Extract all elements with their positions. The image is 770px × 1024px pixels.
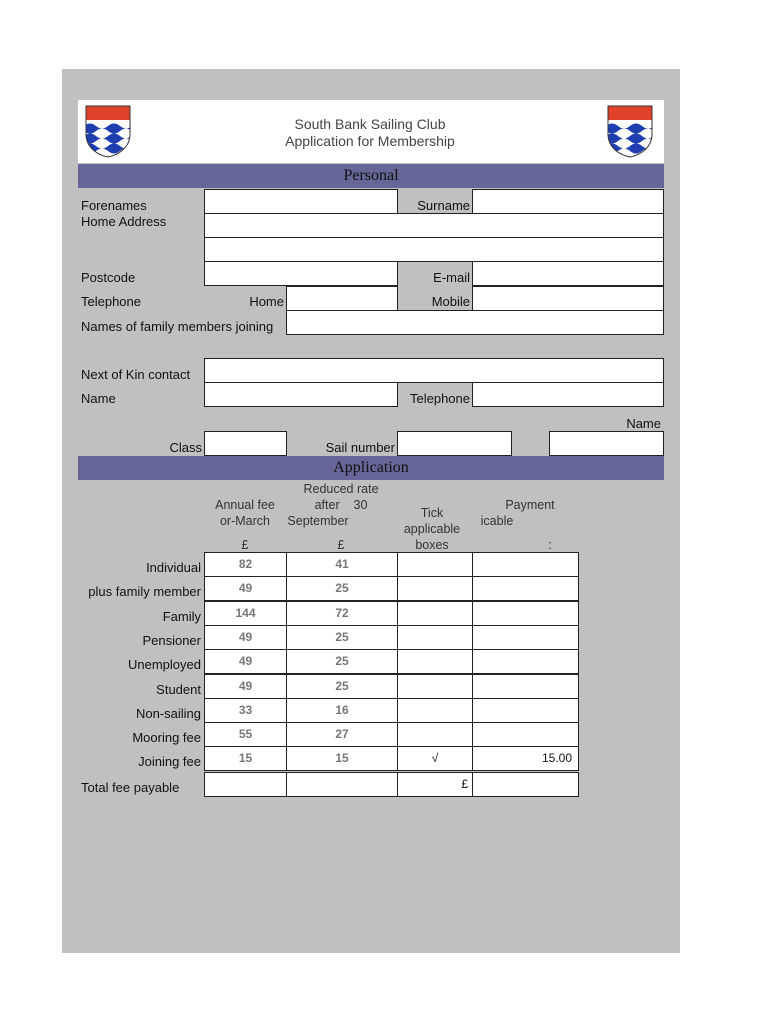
- tick-header-2: applicable: [403, 522, 461, 536]
- section-personal: Personal: [78, 164, 664, 188]
- total-reduced-cell: [286, 772, 398, 797]
- home-phone-field[interactable]: [286, 286, 398, 311]
- payment-cell[interactable]: [472, 698, 579, 723]
- forenames-field[interactable]: [204, 189, 398, 214]
- payment-cell[interactable]: [472, 674, 579, 699]
- fee-row-label: Student: [156, 682, 201, 697]
- reduced-fee-cell: 41: [286, 552, 398, 577]
- payment-cell[interactable]: [472, 722, 579, 747]
- payment-cell[interactable]: [472, 576, 579, 601]
- kin-name-label: Name: [81, 391, 116, 406]
- tick-box[interactable]: √: [397, 746, 473, 771]
- form-title: Application for Membership: [285, 133, 455, 149]
- reduced-fee-cell: 25: [286, 649, 398, 674]
- tick-box[interactable]: [397, 698, 473, 723]
- reduced-fee-cell: 15: [286, 746, 398, 771]
- fee-row-label: Pensioner: [142, 633, 201, 648]
- telephone-label: Telephone: [81, 294, 141, 309]
- annual-fee-cell: 49: [204, 649, 287, 674]
- fee-row-label: Unemployed: [128, 657, 201, 672]
- surname-label: Surname: [417, 198, 470, 213]
- reduced-rate-header-1: Reduced rate: [303, 482, 379, 496]
- next-of-kin-field[interactable]: [204, 358, 664, 383]
- surname-field[interactable]: [472, 189, 664, 214]
- boat-name-label: Name: [626, 416, 661, 431]
- payment-cell[interactable]: [472, 649, 579, 674]
- section-application: Application: [78, 456, 664, 480]
- fee-row-label: Individual: [146, 560, 201, 575]
- total-annual-cell: [204, 772, 287, 797]
- fee-row-label: plus family member: [88, 584, 201, 599]
- annual-fee-cell: 144: [204, 601, 287, 626]
- annual-fee-cell: 55: [204, 722, 287, 747]
- annual-fee-cell: 82: [204, 552, 287, 577]
- kin-name-field[interactable]: [204, 382, 398, 407]
- address-line-1[interactable]: [204, 213, 664, 238]
- tick-header-3: boxes: [415, 538, 449, 552]
- family-members-label: Names of family members joining: [81, 319, 274, 334]
- next-of-kin-label: Next of Kin contact: [81, 367, 191, 382]
- reduced-currency: £: [337, 538, 345, 552]
- total-fee-label: Total fee payable: [81, 780, 180, 795]
- payment-header-2: icable: [480, 514, 514, 528]
- reduced-fee-cell: 72: [286, 601, 398, 626]
- tick-box[interactable]: [397, 552, 473, 577]
- tick-header-1: Tick: [420, 506, 444, 520]
- payment-header-1: Payment: [505, 498, 555, 512]
- tick-box[interactable]: [397, 625, 473, 650]
- fee-row-label: Mooring fee: [132, 730, 201, 745]
- payment-cell[interactable]: [472, 625, 579, 650]
- annual-fee-cell: 49: [204, 576, 287, 601]
- address-line-2[interactable]: [204, 237, 664, 262]
- email-field[interactable]: [472, 261, 664, 286]
- kin-telephone-field[interactable]: [472, 382, 664, 407]
- payment-cell[interactable]: 15.00: [472, 746, 579, 771]
- sail-number-field[interactable]: [397, 431, 512, 456]
- tick-box[interactable]: [397, 649, 473, 674]
- tick-box[interactable]: [397, 674, 473, 699]
- payment-cell[interactable]: [472, 601, 579, 626]
- fee-row-label: Non-sailing: [135, 706, 201, 721]
- reduced-fee-cell: 27: [286, 722, 398, 747]
- reduced-fee-cell: 25: [286, 674, 398, 699]
- club-crest-right: [606, 104, 654, 158]
- club-name: South Bank Sailing Club: [294, 116, 446, 132]
- reduced-fee-cell: 16: [286, 698, 398, 723]
- fee-row-label: Family: [162, 609, 201, 624]
- annual-fee-cell: 15: [204, 746, 287, 771]
- reduced-fee-cell: 25: [286, 576, 398, 601]
- annual-fee-cell: 33: [204, 698, 287, 723]
- email-label: E-mail: [433, 270, 470, 285]
- reduced-fee-cell: 25: [286, 625, 398, 650]
- annual-fee-header-2: or-March: [219, 514, 270, 528]
- reduced-rate-header-3: September: [287, 514, 349, 528]
- total-currency: £: [461, 777, 468, 791]
- postcode-field[interactable]: [204, 261, 398, 286]
- kin-telephone-label: Telephone: [410, 391, 470, 406]
- tick-box[interactable]: [397, 601, 473, 626]
- fee-row-label: Joining fee: [138, 754, 201, 769]
- postcode-label: Postcode: [81, 270, 136, 285]
- tick-box[interactable]: [397, 722, 473, 747]
- tick-box[interactable]: [397, 576, 473, 601]
- club-crest-left: [84, 104, 132, 158]
- sail-number-label: Sail number: [325, 440, 395, 455]
- mobile-field[interactable]: [472, 286, 664, 311]
- total-currency-cell: [397, 772, 473, 797]
- mobile-label: Mobile: [431, 294, 470, 309]
- payment-header-3: :: [548, 538, 552, 552]
- total-fee-field[interactable]: [472, 772, 579, 797]
- class-field[interactable]: [204, 431, 287, 456]
- class-label: Class: [169, 440, 202, 455]
- annual-fee-cell: 49: [204, 625, 287, 650]
- payment-cell[interactable]: [472, 552, 579, 577]
- home-address-label: Home Address: [81, 214, 167, 229]
- annual-fee-cell: 49: [204, 674, 287, 699]
- reduced-rate-header-2: after 30: [314, 498, 368, 512]
- family-members-field[interactable]: [286, 310, 664, 335]
- boat-name-field[interactable]: [549, 431, 664, 456]
- forenames-label: Forenames: [81, 198, 147, 213]
- home-phone-label: Home: [249, 294, 284, 309]
- annual-currency: £: [241, 538, 249, 552]
- annual-fee-header-1: Annual fee: [215, 498, 275, 512]
